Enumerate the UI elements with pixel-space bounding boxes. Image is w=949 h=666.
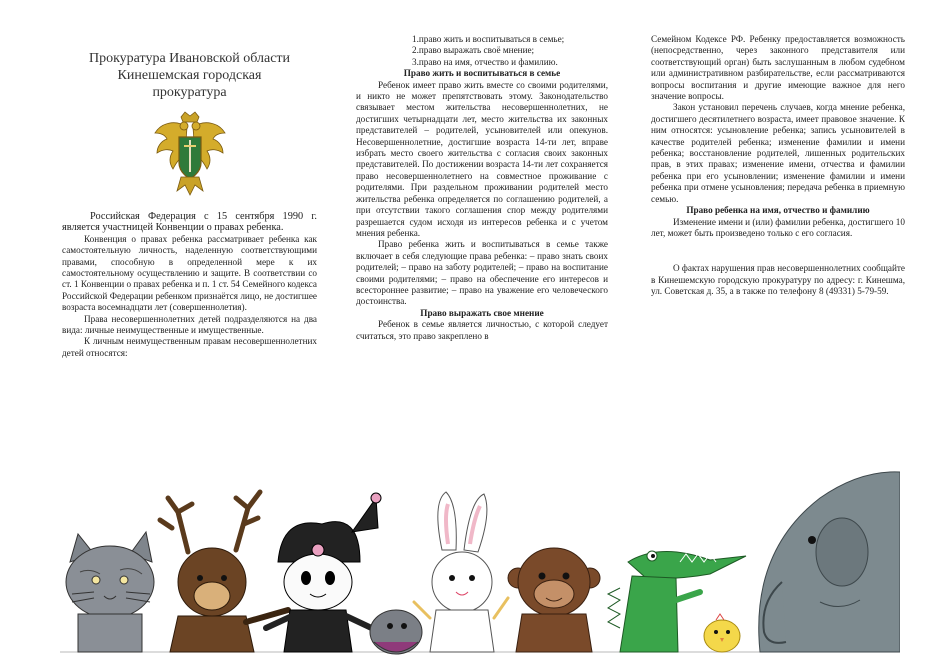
chick-drawing-icon — [704, 614, 740, 652]
col3-paragraph-1: Семейном Кодексе РФ. Ребенку предоставляется возможность (непосредственно, через законного представителя или соответствующий орган) быть заслушанным в любом судебном или административном разбирательстве, если рассматриваются вопросы воспитания и другие имеющие важное для него значение вопросы. — [651, 34, 905, 102]
col3-paragraph-2: Закон установил перечень случаев, когда мнение ребенка, достигшего десятилетнего возраста, имеет правовое значение. К ним относятся: усыновление ребенка; запись усыновителей в качестве родителей ребенка; изменение фамилии и имени ребенка; восстановление родителей, лишенных родительских прав, в этих правах; изменение имени, отчества и фамилии ребенка при его усыновлении; изменение фамилии и имени ребенка при отмене усыновления; передача ребенка в приемную семью. — [651, 102, 905, 204]
prosecutor-emblem-icon — [151, 111, 229, 199]
mole-drawing-icon — [370, 610, 422, 654]
animals-illustration — [60, 432, 900, 662]
col2-paragraph-2: Право ребенка жить и воспитываться в семье также включает в себя следующие права ребенка: – право знать своих родителей; – право на заботу родителей; – право на воспитание своими родителями; – право на обеспечение его интересов и всестороннее развитие; – право на уважение его человеческого достоинства. — [356, 239, 608, 307]
bunny-drawing-icon — [414, 492, 508, 652]
monkey-drawing-icon — [508, 548, 600, 652]
col1-paragraph-4: К личным неимущественным правам несовершеннолетних детей относятся: — [62, 336, 317, 358]
col2-paragraph-1: Ребенок имеет право жить вместе со своими родителями, и никто не может препятствовать этому. Законодательство связывает местом жительства несовершеннолетних, не достигших четырнадцати лет, место жительства их законных представителей – родителей, усыновителей или опекунов. Несовершеннолетние, достигшие возраста 14-ти лет, вправе избрать место своего жительства с согласия своих законных представителей. По достижении возраста 14-ти лет сохраняется право несовершеннолетнего на совместное проживание с родителями. При раздельном проживании родителей место жительства ребенка определяется по соглашению родителей, а при отсутствии такого соглашения спор между родителями разрешается судом исходя из интересов ребенка и с учетом мнения ребенка. — [356, 79, 608, 238]
col1-paragraph-2: Конвенция о правах ребенка рассматривает ребенка как самостоятельную личность, наделенную соответствующими правами, способную в определенной мере к их самостоятельному осуществлению и защите. В соответствии со ст. 1 Конвенции о правах ребенка и п. 1 ст. 54 Семейного кодекса Российской Федерации ребенком признаётся лицо, не достигшее возраста восемнадцати лет (совершеннолетия). — [62, 233, 317, 313]
col3-paragraph-3: Изменение имени и (или) фамилии ребенка, достигшего 10 лет, может быть произведено только с его согласия. — [651, 216, 905, 238]
column-middle — [356, 34, 608, 342]
section-heading-name: Право ребенка на имя, отчество и фамилию — [686, 205, 870, 216]
organization-title — [62, 50, 317, 101]
col2-paragraph-3: Ребенок в семье является личностью, с которой следует считаться, это право закреплено в — [356, 319, 608, 341]
elephant-drawing-icon — [759, 472, 900, 652]
section-heading-family: Право жить и воспитываться в семье — [403, 68, 561, 79]
column-right — [651, 34, 905, 298]
col1-paragraph-3: Права несовершеннолетних детей подразделяются на два вида: личные неимущественные и имущественные. — [62, 313, 317, 336]
section-heading-opinion: Право выражать свое мнение — [420, 307, 544, 318]
org-line-3: прокуратура — [152, 85, 227, 100]
rights-list-item-2: 2.право выражать своё мнение; — [412, 45, 535, 56]
column-left — [62, 34, 317, 359]
kuromi-drawing-icon — [266, 493, 381, 652]
col1-paragraph-1: Российская Федерация с 15 сентября 1990 г. является участницей Конвенции о правах ребенка. — [62, 211, 317, 234]
org-line-2: Кинешемская городская — [117, 68, 262, 83]
rights-list-item-1: 1.право жить и воспитываться в семье; — [412, 34, 565, 44]
contact-paragraph: О фактах нарушения прав несовершеннолетних сообщайте в Кинешемскую городскую прокуратуру по адресу: г. Кинешма, ул. Советская д. 35, а в также по телефону 8 (49331) 5-79-59. — [651, 263, 906, 297]
cat-drawing-icon — [66, 532, 154, 652]
org-line-1: Прокуратура Ивановской области — [88, 51, 291, 66]
rights-list-item-3: 3.право на имя, отчество и фамилию. — [412, 56, 558, 67]
